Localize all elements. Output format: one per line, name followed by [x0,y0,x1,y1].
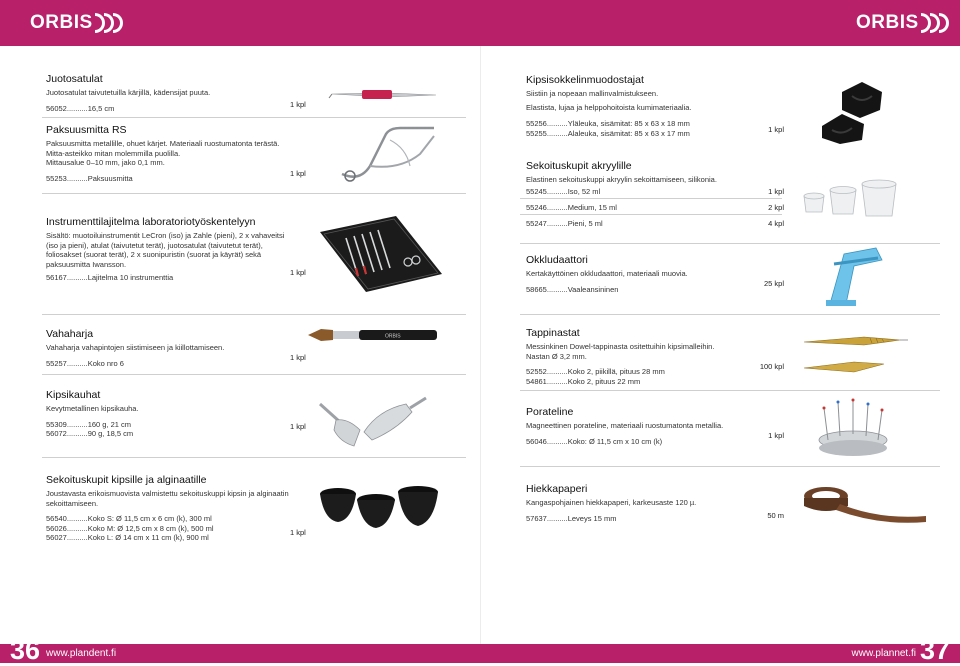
product-desc: Siistiin ja nopeaan mallinvalmistukseen. [526,89,659,98]
product-desc: Mittausalue 0–10 mm, jako 0,1 mm. [46,158,165,167]
product-code: 58665..........Vaaleansininen [526,284,619,294]
product-title: Kipsisokkelinmuodostajat [526,74,644,86]
product-desc: Kevytmetallinen kipsikauha. [46,404,139,413]
product-desc: Kangaspohjainen hiekkapaperi, karkeusaste 120 µ. [526,498,697,507]
bur-holder-image [808,396,898,458]
product-desc: Messinkinen Dowel-tappinasta ositettuihin kipsimalleihin. [526,342,715,351]
product-sekoituskupit [46,474,308,543]
divider [520,214,782,215]
product-code: 56167..........Lajitelma 10 instrumenttia [46,273,174,282]
product-qty: 1 kpl [290,422,306,431]
product-instrumentti [46,216,286,283]
product-title: Sekoituskupit kipsille ja alginaatille [46,474,207,486]
chevron-icon [922,13,949,33]
product-code: 55253..........Paksuusmitta [46,173,133,183]
product-kipsisokkeli [526,74,788,138]
product-tappinastat [526,327,788,386]
product-desc: Sisältö: muotoiluinstrumentit LeCron (iso) ja Zahle (pieni), 2 x vahaveitsi (iso ja pieni), atulat (taivutetut terät), juotosatulat (taivutetut terät), foliosakset (suorat terät), 2 x suonipuristin (suorat ja käyrät) sekä paksuusmitta Iwansson. [46,231,285,269]
product-qty: 1 kpl [290,353,306,362]
base-formers-image [818,74,908,144]
product-code: 56072..........90 g, 18,5 cm [46,429,134,438]
bottom-band [0,644,960,663]
caliper-image [330,114,442,188]
product-desc: Mitta-asteikko mitan molemmilla puolilla. [46,148,181,158]
instrument-kit-image [316,212,446,294]
product-code: 56027..........Koko L: Ø 14 cm x 11 cm (k), 900 ml [46,533,209,542]
orbis-logo-right: ORBIS [856,12,949,34]
occluder-image [820,234,890,310]
product-code: 55255..........Alaleuka, sisämitat: 85 x 63 x 17 mm [526,128,690,138]
product-code: 55247..........Pieni, 5 ml [526,219,603,228]
divider [42,374,466,375]
sandpaper-roll-image [800,480,928,524]
product-qty: 1 kpl [290,528,306,537]
product-qty: 25 kpl [763,279,784,288]
product-akryyli [526,160,788,188]
product-code: 57637..........Leveys 15 mm [526,513,617,523]
product-qty: 4 kpl [768,219,784,228]
product-desc: Joustavasta erikoismuovista valmistettu sekoituskuppi kipsin ja alginaatin sekoittamiseen. [46,489,289,508]
divider [42,193,466,194]
product-title: Kipsikauhat [46,389,101,401]
product-title: Okkludaattori [526,254,588,266]
product-code: 54861..........Koko 2, pituus 22 mm [526,376,641,386]
product-code: 55309..........160 g, 21 cm [46,419,132,429]
product-code: 56052..........16,5 cm [46,103,115,113]
tweezers-image [328,84,440,106]
product-code: 55245..........Iso, 52 ml [526,187,601,196]
product-title: Juotosatulat [46,73,103,85]
product-vahaharja [46,328,308,368]
product-qty: 1 kpl [290,268,306,277]
product-desc: Paksuusmitta metallille, ohuet kärjet. Materiaali ruostumatonta terästä. [46,139,280,148]
product-code: 52552..........Koko 2, piikillä, pituus 28 mm [526,367,665,376]
mixing-bowls-image [316,478,442,540]
product-hiekkapaperi [526,483,788,523]
product-juotosatulat [46,73,308,113]
wax-brush-image [305,322,440,348]
product-paksuusmitta [46,124,308,183]
page-gutter [480,46,481,644]
product-qty: 100 kpl [759,362,784,371]
dowel-pins-image [800,324,910,380]
divider [520,466,940,467]
product-qty: 1 kpl [290,169,306,178]
product-code: 56026..........Koko M: Ø 12,5 cm x 8 cm (k), 500 ml [46,523,214,533]
product-title: Porateline [526,406,574,418]
page-number-right: 37 [919,635,950,665]
divider [520,314,940,315]
top-band [0,0,960,46]
product-title: Instrumenttilajitelma laboratoriotyöskentelyyn [46,216,256,228]
product-code: 56540..........Koko S: Ø 11,5 cm x 6 cm (k), 300 ml [46,514,212,523]
product-title: Vahaharja [46,328,94,340]
product-kipsikauhat [46,389,308,439]
product-desc: Nastan Ø 3,2 mm. [526,351,587,361]
product-code: 55256..........Yläleuka, sisämitat: 85 x 63 x 18 mm [526,119,690,128]
plaster-scoops-image [318,396,430,452]
product-code: 55257..........Koko nro 6 [46,358,124,368]
product-desc: Magneettinen porateline, materiaali ruostumatonta metallia. [526,421,724,430]
product-desc: Vahaharja vahapintojen siistimiseen ja kiillottamiseen. [46,343,225,352]
product-okkludaattori [526,254,788,294]
product-qty: 2 kpl [768,203,784,212]
product-qty: 50 m [767,511,784,520]
chevron-icon [96,13,123,33]
product-desc: Juotosatulat taivutetuilla kärjillä, kädensijat puuta. [46,88,211,97]
brush-logo-text: ORBIS [385,333,401,340]
product-qty: 1 kpl [290,100,306,109]
product-code: 56046..........Koko: Ø 11,5 cm x 10 cm (k) [526,436,663,446]
product-title: Sekoituskupit akryylille [526,160,632,172]
product-desc: Elastinen sekoituskuppi akryylin sekoittamiseen, silikonia. [526,175,717,184]
product-porateline [526,406,788,446]
divider [42,457,466,458]
url-right[interactable]: www.plannet.fi [851,648,916,659]
page-number-left: 36 [10,635,41,665]
divider [520,198,782,199]
product-title: Hiekkapaperi [526,483,588,495]
product-qty: 1 kpl [768,431,784,440]
product-title: Tappinastat [526,327,580,339]
product-desc: Kertakäyttöinen okkludaattori, materiaali muovia. [526,269,688,278]
divider [520,390,940,391]
product-desc: Elastista, lujaa ja helppohoitoista kumimateriaalia. [526,102,692,112]
orbis-logo-left: ORBIS [30,12,123,34]
divider [42,314,466,315]
product-qty: 1 kpl [768,125,784,134]
silicone-cups-image [800,178,900,222]
product-title: Paksuusmitta RS [46,124,127,136]
product-code: 55246..........Medium, 15 ml [526,203,617,212]
product-qty: 1 kpl [768,187,784,196]
url-left[interactable]: www.plandent.fi [46,648,117,659]
